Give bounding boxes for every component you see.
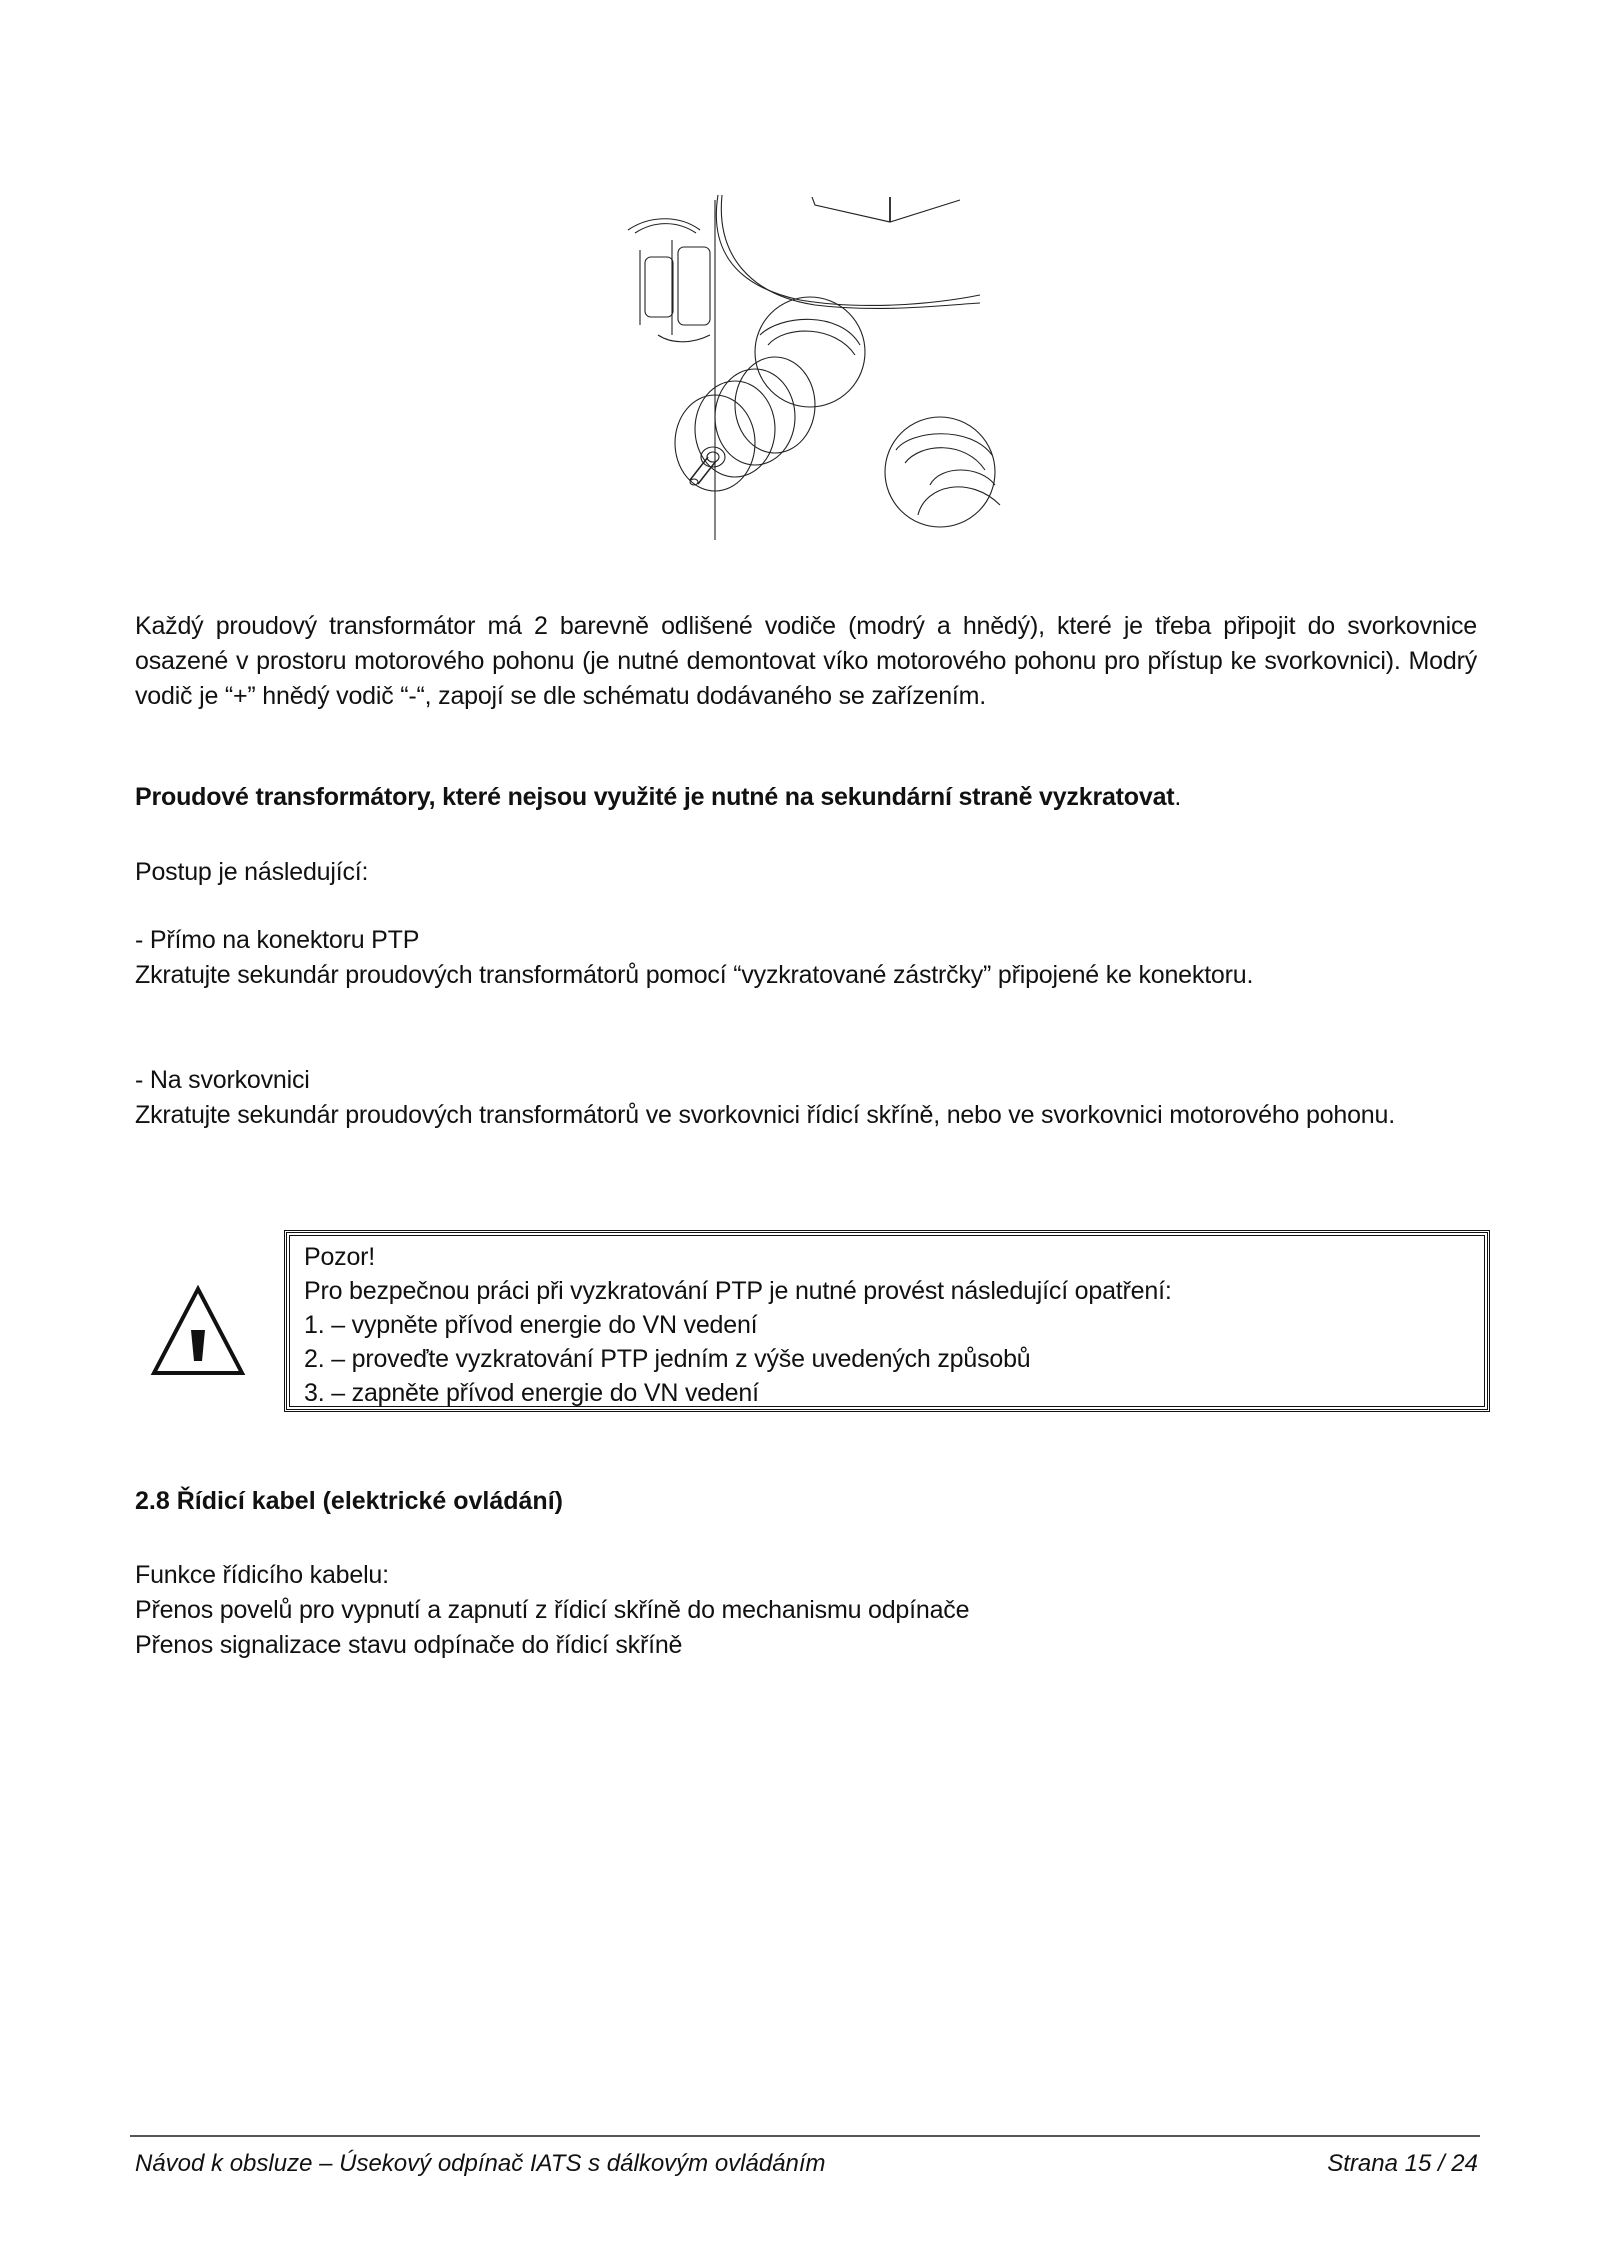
warning-intro: Pro bezpečnou práci při vyzkratování PTP je nutné provést následující opatření: bbox=[304, 1277, 1172, 1305]
warning-step: 1. – vypněte přívod energie do VN vedení bbox=[304, 1311, 758, 1339]
option-connector-title: - Přímo na konektoru PTP bbox=[135, 926, 420, 954]
function-item: Přenos povelů pro vypnutí a zapnutí z řídicí skříně do mechanismu odpínače bbox=[135, 1596, 970, 1624]
bold-notice bbox=[135, 780, 1477, 815]
option-terminal-text: Zkratujte sekundár proudových transformátorů ve svorkovnici řídicí skříně, nebo ve svorkovnici motorového pohonu. bbox=[135, 1101, 1395, 1129]
warning-title: Pozor! bbox=[304, 1243, 376, 1271]
warning-step: 2. – proveďte vyzkratování PTP jedním z výše uvedených způsobů bbox=[304, 1345, 1031, 1373]
footer-divider bbox=[130, 2135, 1480, 2137]
technical-illustration-icon bbox=[600, 185, 1020, 545]
warning-step: 3. – zapněte přívod energie do VN vedení bbox=[304, 1379, 759, 1407]
option-terminal-title: - Na svorkovnici bbox=[135, 1066, 310, 1094]
warning-box bbox=[284, 1230, 1490, 1412]
footer-page-number: Strana 15 / 24 bbox=[1327, 2150, 1478, 2177]
bold-notice-text: Proudové transformátory, které nejsou využité je nutné na sekundární straně vyzkratovat bbox=[135, 783, 1175, 811]
section-heading: 2.8 Řídicí kabel (elektrické ovládání) bbox=[135, 1487, 563, 1515]
functions-label: Funkce řídicího kabelu: bbox=[135, 1561, 389, 1589]
transformer-illustration bbox=[600, 185, 1020, 545]
warning-content bbox=[289, 1235, 1485, 1407]
intro-paragraph: Každý proudový transformátor má 2 barevně odlišené vodiče (modrý a hnědý), které je třeba připojit do svorkovnice osazené v prostoru motorového pohonu (je nutné demontovat víko motorového pohonu pro přístup ke svorkovnici). Modrý vodič je “+” hnědý vodič “-“, zapojí se dle schématu dodávaného se zařízením. bbox=[135, 612, 1477, 710]
function-item: Přenos signalizace stavu odpínače do řídicí skříně bbox=[135, 1631, 683, 1659]
option-connector bbox=[135, 923, 1477, 993]
bold-notice-end: . bbox=[1174, 783, 1182, 811]
footer-document-title: Návod k obsluze – Úsekový odpínač IATS s dálkovým ovládáním bbox=[135, 2150, 826, 2177]
procedure-label: Postup je následující: bbox=[135, 858, 369, 886]
functions-list bbox=[135, 1558, 969, 1663]
warning-triangle-icon bbox=[150, 1285, 246, 1377]
option-terminal bbox=[135, 1063, 1477, 1133]
option-connector-text: Zkratujte sekundár proudových transformátorů pomocí “vyzkratované zástrčky” připojené ke konektoru. bbox=[135, 961, 1254, 989]
